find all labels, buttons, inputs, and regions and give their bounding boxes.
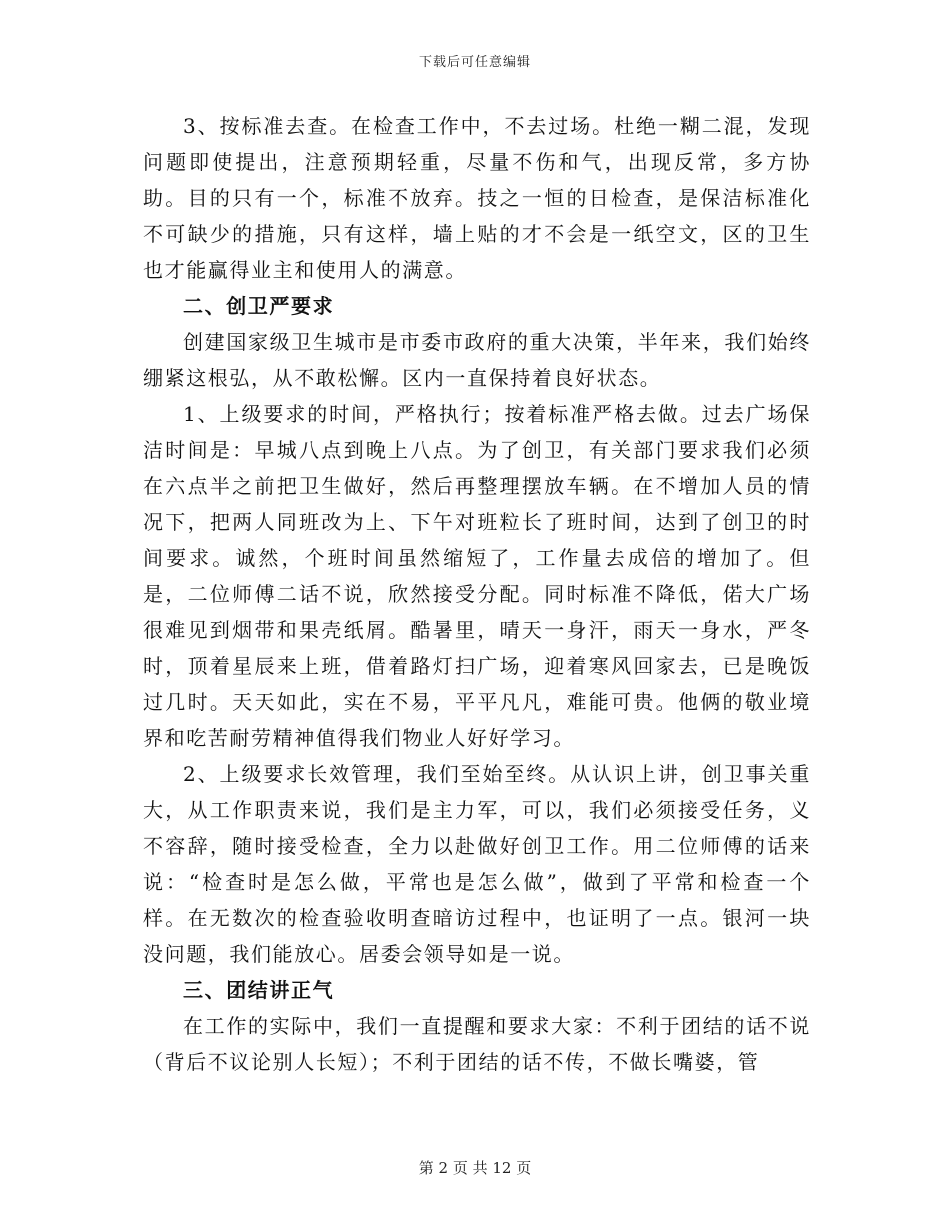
page-header: 下载后可任意编辑 [418,55,531,70]
paragraph-sanitation-longterm: 2、上级要求长效管理，我们至始至终。从认识上讲，创卫事关重大，从工作职责来说，我们是主力军，可以，我们必须接受任务，义不容辞，随时接受检查，全力以赴做好创卫工作。用二位师傅的话来说：“检查时是怎么做，平常也是怎么做”，做到了平常和检查一个样。在无数次的检查验收明查暗访过程中，也证明了一点。银河一块没问题，我们能放心。居委会领导如是一说。 [143,762,811,966]
paragraph-inspection-standard: 3、按标准去查。在检查工作中，不去过场。杜绝一糊二混，发现问题即使提出，注意预期轻重，尽量不伤和气，出现反常，多方协助。目的只有一个，标准不放弃。技之一恒的日检查，是保洁标准化不可缺少的措施，只有这样，墙上贴的才不会是一纸空文，区的卫生也才能赢得业主和使用人的满意。 [143,114,811,282]
document-body [143,108,811,1080]
paragraph-sanitation-time: 1、上级要求的时间，严格执行；按着标准严格去做。过去广场保洁时间是：早城八点到晚上八点。为了创卫，有关部门要求我们必须在六点半之前把卫生做好，然后再整理摆放车辆。在不增加人员的情况下，把两人同班改为上、下午对班粒长了班时间，达到了创卫的时间要求。诚然，个班时间虽然缩短了，工作量去成倍的增加了。但是，二位师傅二话不说，欣然接受分配。同时标准不降低，偌大广场很难见到烟带和果壳纸屑。酷暑里，晴天一身汗，雨天一身水，严冬时，顶着星辰来上班，借着路灯扫广场，迎着寒风回家去，已是晚饭过几时。天天如此，实在不易，平平凡凡，难能可贵。他俩的敬业境界和吃苦耐劳精神值得我们物业人好好学习。 [143,402,811,750]
section-heading-sanitation: 二、创卫严要求 [183,294,335,318]
paragraph-unity: 在工作的实际中，我们一直提醒和要求大家：不利于团结的话不说（背后不议论别人长短）；不利于团结的话不传，不做长嘴婆，管 [143,1014,811,1074]
section-heading-unity: 三、团结讲正气 [183,978,335,1002]
page-footer: 第 2 页 共 12 页 [418,1159,532,1177]
paragraph-sanitation-intro: 创建国家级卫生城市是市委市政府的重大决策，半年来，我们始终绷紧这根弘，从不敢松懈。区内一直保持着良好状态。 [143,330,811,390]
